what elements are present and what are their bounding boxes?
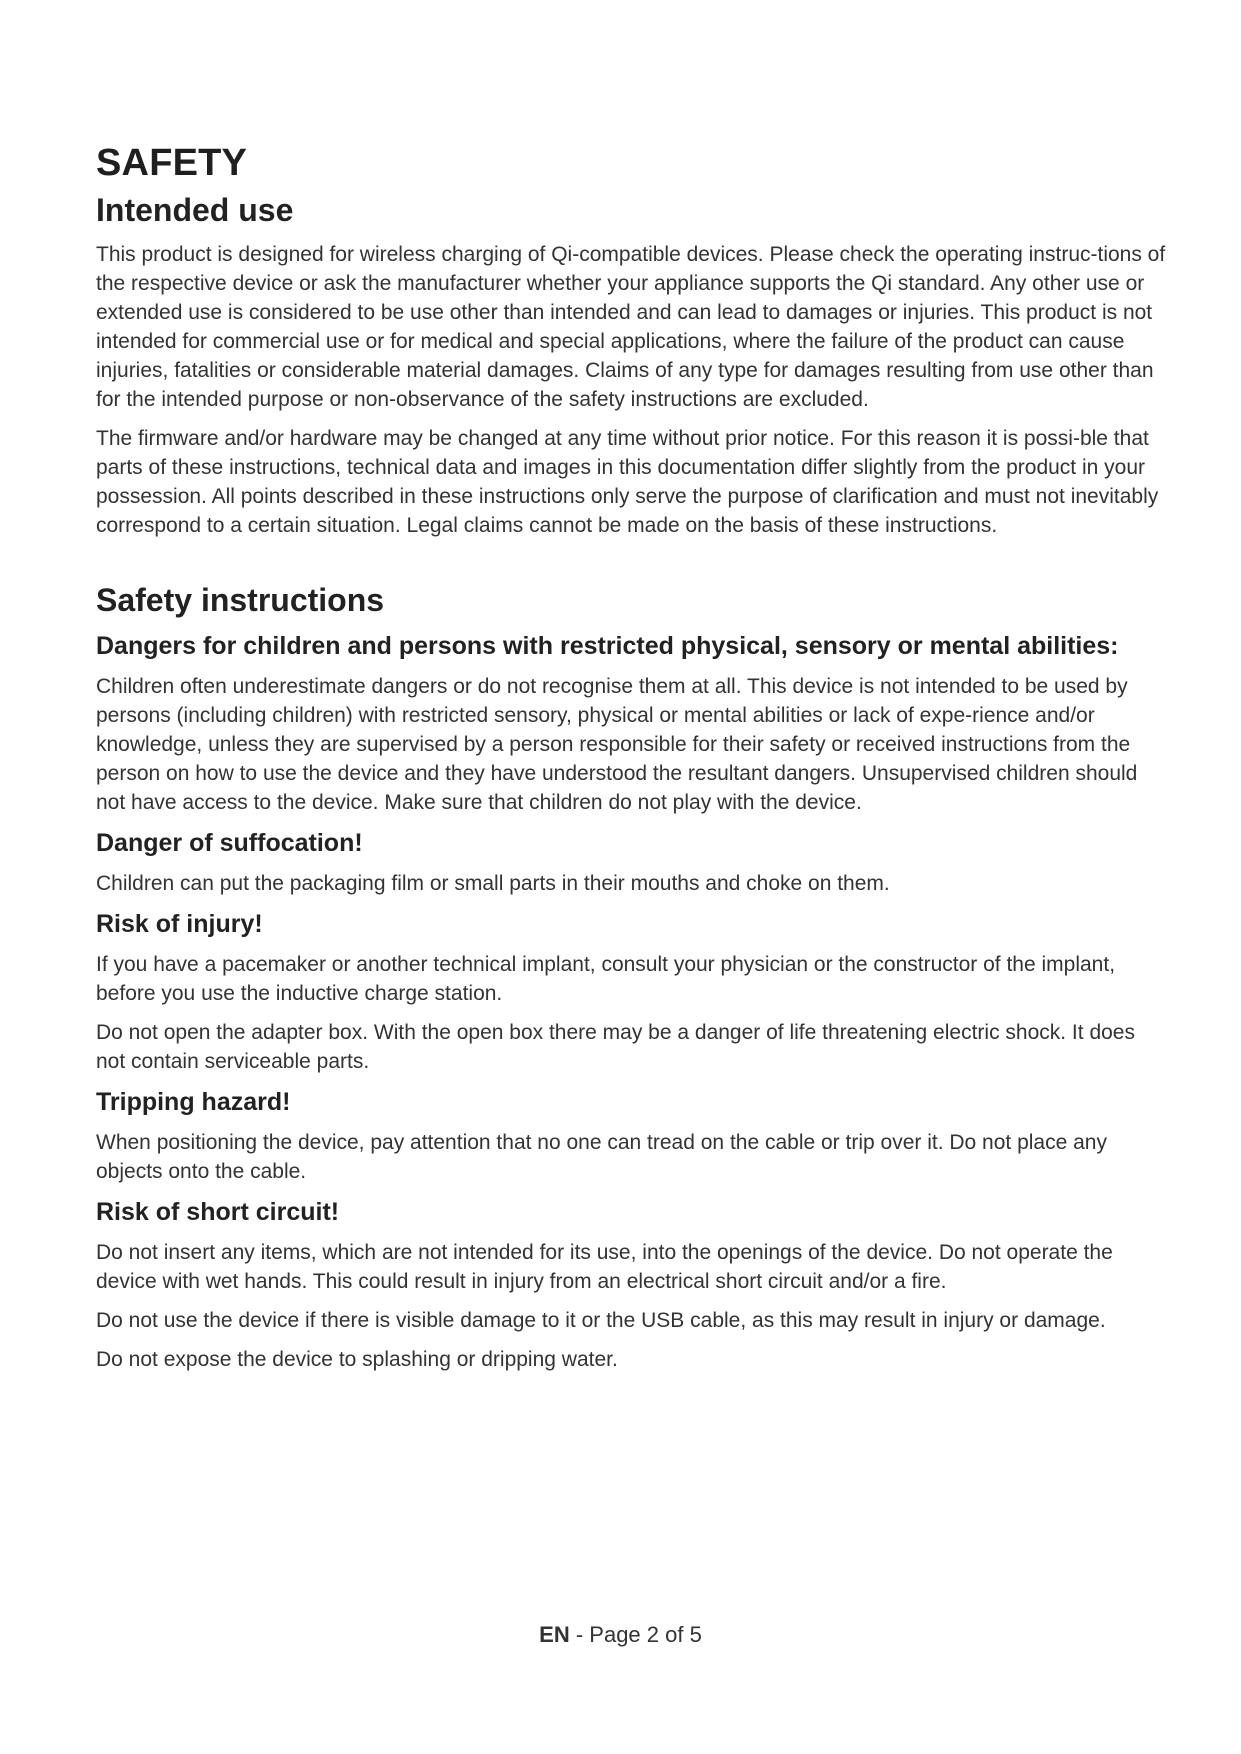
section-heading-intended-use: Intended use xyxy=(96,192,294,228)
injury-paragraph-1: If you have a pacemaker or another technical implant, consult your physician or the constructor of the implant, before you use the inductive charge station. xyxy=(96,953,1116,1005)
intended-use-paragraph-2: The firmware and/or hardware may be changed at any time without prior notice. For this reason it is possi-ble that parts of these instructions, technical data and images in this documentation differ slightly from the product in your possession. All points described in these instructions only serve the purpose of clarification and must not inevitably correspond to a certain situation. Legal claims cannot be made on the basis of these instructions. xyxy=(96,427,1159,537)
short-circuit-paragraph-2: Do not use the device if there is visible damage to it or the USB cable, as this may result in injury or damage. xyxy=(96,1309,1106,1332)
tripping-paragraph: When positioning the device, pay attention that no one can tread on the cable or trip over it. Do not place any objects onto the cable. xyxy=(96,1131,1107,1183)
page-footer xyxy=(0,1622,1241,1648)
subsection-heading-tripping: Tripping hazard! xyxy=(96,1088,291,1116)
short-circuit-paragraph-3: Do not expose the device to splashing or dripping water. xyxy=(96,1348,618,1371)
subsection-heading-injury: Risk of injury! xyxy=(96,910,263,938)
subsection-heading-suffocation: Danger of suffocation! xyxy=(96,829,363,857)
subsection-heading-children-dangers: Dangers for children and persons with restricted physical, sensory or mental abilities: xyxy=(96,632,1119,660)
intended-use-paragraph-1: This product is designed for wireless charging of Qi-compatible devices. Please check the operating instruc-tions of the respective device or ask the manufacturer whether your appliance supports the Qi standard. Any other use or extended use is considered to be use other than intended and can lead to damages or injuries. This product is not intended for commercial use or for medical and special applications, where the failure of the product can cause injuries, fatalities or considerable material damages. Claims of any type for damages resulting from use other than for the intended purpose or non-observance of the safety instructions are excluded. xyxy=(96,243,1166,411)
document-page xyxy=(96,140,1166,1384)
children-dangers-paragraph: Children often underestimate dangers or do not recognise them at all. This device is not intended to be used by persons (including children) with restricted sensory, physical or mental abilities or lack of expe-rience and/or knowledge, unless they are supervised by a person responsible for their safety or received instructions from the person on how to use the device and they have understood the resultant dangers. Unsupervised children should not have access to the device. Make sure that children do not play with the device. xyxy=(96,675,1138,814)
document-title: SAFETY xyxy=(96,142,248,184)
section-heading-safety-instructions: Safety instructions xyxy=(96,582,385,618)
injury-paragraph-2: Do not open the adapter box. With the open box there may be a danger of life threatening electric shock. It does not contain serviceable parts. xyxy=(96,1021,1135,1073)
subsection-heading-short-circuit: Risk of short circuit! xyxy=(96,1198,340,1226)
footer-language: EN xyxy=(539,1622,570,1647)
suffocation-paragraph: Children can put the packaging film or small parts in their mouths and choke on them. xyxy=(96,872,890,895)
footer-page-number: - Page 2 of 5 xyxy=(575,1622,702,1647)
short-circuit-paragraph-1: Do not insert any items, which are not intended for its use, into the openings of the device. Do not operate the device with wet hands. This could result in injury from an electrical short circuit and/or a fire. xyxy=(96,1241,1113,1293)
